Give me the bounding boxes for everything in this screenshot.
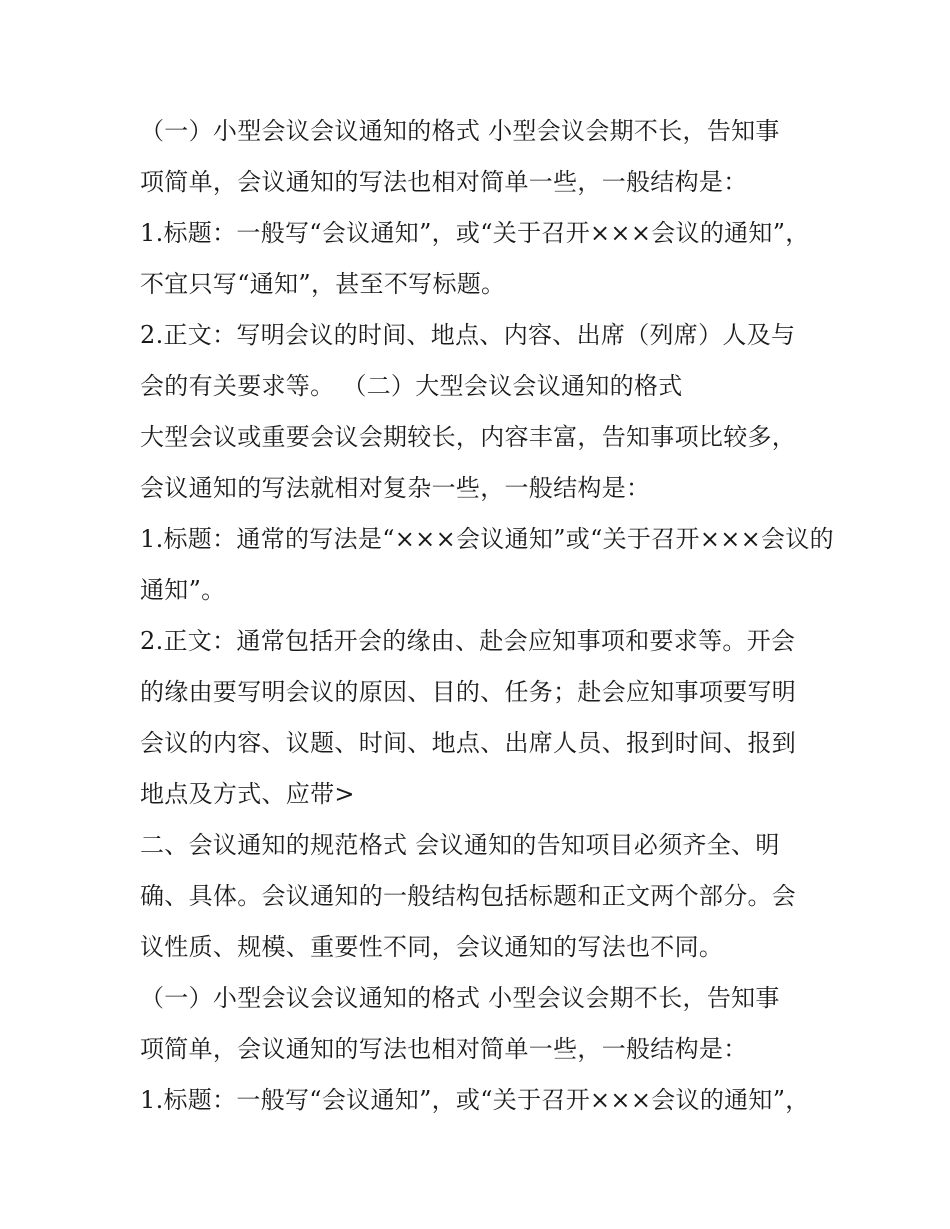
text-line: 不宜只写“通知”，甚至不写标题。	[140, 270, 506, 298]
text-line: （一）小型会议会议通知的格式 小型会议会期不长，告知事	[140, 984, 780, 1012]
text-line: 1.标题：一般写“会议通知”，或“关于召开×××会议的通知”，	[140, 219, 810, 247]
text-line: 1.标题：通常的写法是“×××会议通知”或“关于召开×××会议的	[140, 525, 834, 553]
text-line: 项简单，会议通知的写法也相对简单一些，一般结构是：	[140, 1035, 748, 1063]
text-line: 1.标题：一般写“会议通知”，或“关于召开×××会议的通知”，	[140, 1086, 810, 1114]
text-line: 确、具体。会议通知的一般结构包括标题和正文两个部分。会	[140, 882, 797, 910]
text-line: 会议通知的写法就相对复杂一些，一般结构是：	[140, 474, 651, 502]
text-line: 的缘由要写明会议的原因、目的、任务；赴会应知事项要写明	[140, 678, 797, 706]
text-line: 会的有关要求等。 （二）大型会议会议通知的格式	[140, 372, 683, 400]
text-line: 2.正文：通常包括开会的缘由、赴会应知事项和要求等。开会	[140, 627, 796, 655]
document-body	[140, 106, 834, 1126]
text-line: 通知”。	[140, 576, 226, 604]
text-line: 地点及方式、应带>	[140, 780, 355, 808]
text-line: （一）小型会议会议通知的格式 小型会议会期不长，告知事	[140, 117, 780, 145]
text-line: 议性质、规模、重要性不同，会议通知的写法也不同。	[140, 933, 724, 961]
text-line: 大型会议或重要会议会期较长，内容丰富，告知事项比较多，	[140, 423, 797, 451]
text-line: 会议的内容、议题、时间、地点、出席人员、报到时间、报到	[140, 729, 797, 757]
text-line: 项简单，会议通知的写法也相对简单一些，一般结构是：	[140, 168, 748, 196]
text-line: 二、会议通知的规范格式 会议通知的告知项目必须齐全、明	[140, 831, 780, 859]
text-line: 2.正文：写明会议的时间、地点、内容、出席（列席）人及与	[140, 321, 796, 349]
